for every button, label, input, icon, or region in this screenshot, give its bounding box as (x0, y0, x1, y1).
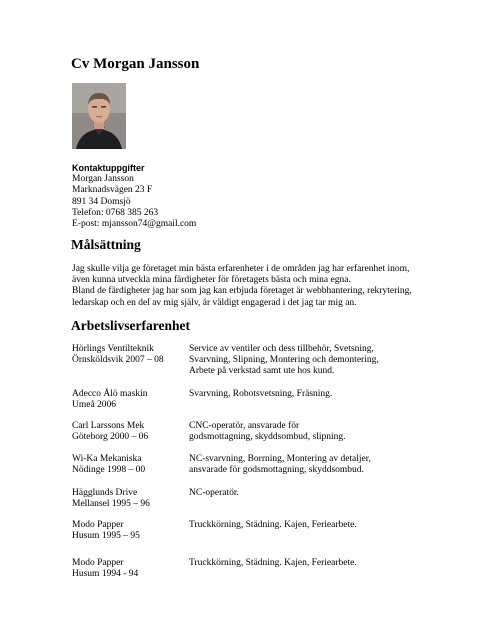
contact-street: Marknadsvägen 23 F (72, 185, 153, 196)
job-duty: NC-svarvning, Borrning, Montering av detaljer, (189, 454, 371, 464)
goal-heading: Målsättning (71, 237, 141, 252)
job-location-period: Nödinge 1998 – 00 (72, 465, 146, 476)
goal-text (72, 264, 442, 309)
employer: Wi-Ka Mekaniska (72, 454, 142, 464)
employer: Modo Papper (72, 558, 124, 568)
job-duty: Service av ventiler och dess tillbehör, Svetsning, (189, 344, 374, 354)
job-location-period: Örnsköldsvik 2007 – 08 (72, 355, 164, 366)
job-duty: Svarvning, Slipning, Montering och demontering, (189, 355, 379, 366)
experience-heading: Arbetslivserfarenhet (71, 318, 190, 333)
profile-photo (72, 83, 126, 149)
goal-line: Bland de färdigheter jag har som jag kan erbjuda företaget är webbhantering, rekrytering, (72, 286, 412, 297)
job-duty: Truckkörning, Städning. Kajen, Feriearbete. (189, 558, 357, 568)
contact-postal: 891 34 Domsjö (72, 196, 131, 207)
job-duty: ansvarade för godsmottagning, skyddsombud. (189, 465, 364, 476)
job-duty: NC-operatör. (189, 488, 239, 498)
job-location-period: Umeå 2006 (72, 400, 117, 411)
goal-line: Jag skulle vilja ge företaget min bästa erfarenheter i de områden jag har erfarenhet inom, (72, 264, 410, 274)
employer: Modo Papper (72, 520, 124, 530)
contact-email: E-post: mjansson74@gmail.com (72, 219, 197, 230)
job-duty: CNC-operatör, ansvarade för (189, 421, 300, 431)
goal-line: ledarskap och en del av mig själv, är väldigt engagerad i det jag tar mig an. (72, 297, 357, 308)
goal-line: även kunna utveckla mina färdigheter för företagets bästa och mina egna. (72, 275, 351, 286)
job-duty: godsmottagning, skyddsombud, slipning. (189, 432, 346, 443)
job-duty: Truckkörning, Städning. Kajen, Feriearbete. (189, 520, 357, 530)
employer: Carl Larssons Mek (72, 421, 145, 431)
contact-section (72, 163, 196, 230)
job-location-period: Mellansel 1995 – 96 (72, 499, 150, 510)
contact-heading: Kontaktuppgifter (72, 163, 145, 173)
employer: Hörlings Ventilteknik (72, 344, 154, 354)
employer: Adecco Ålö maskin (72, 389, 148, 399)
employer: Hägglunds Drive (72, 488, 138, 498)
contact-phone: Telefon: 0768 385 263 (72, 207, 159, 218)
job-duty: Svarvning, Robotsvetsning, Fräsning. (189, 389, 333, 399)
contact-name: Morgan Jansson (72, 174, 134, 185)
job-location-period: Husum 1995 – 95 (72, 531, 140, 542)
page-title: Cv Morgan Jansson (71, 56, 200, 72)
job-location-period: Husum 1994 - 94 (72, 569, 139, 580)
job-location-period: Göteborg 2000 – 06 (72, 432, 149, 443)
job-duty: Arbete på verkstad samt ute hos kund. (189, 366, 335, 377)
